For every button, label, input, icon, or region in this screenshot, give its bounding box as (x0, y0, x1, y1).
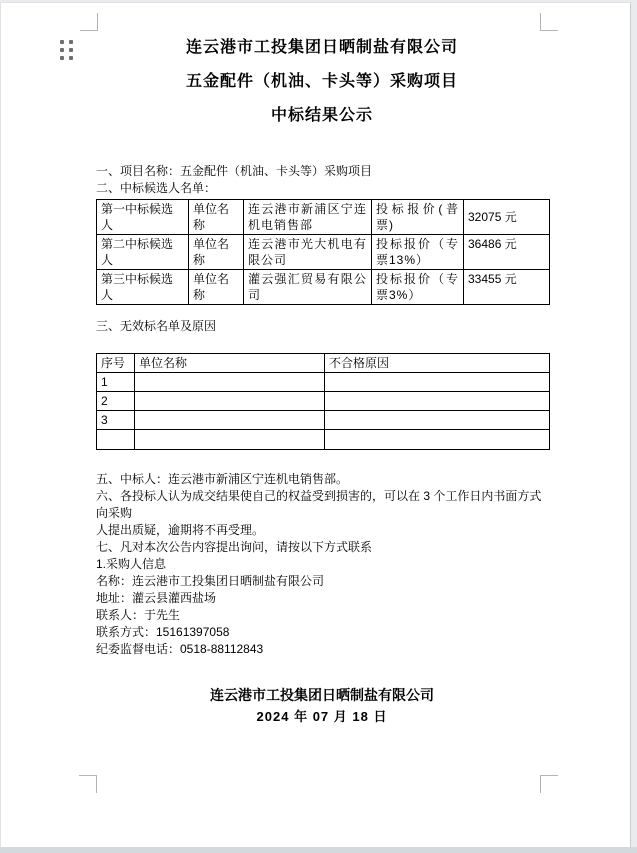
table-row (97, 200, 550, 235)
invalid-reason (325, 411, 550, 430)
invalid-reason (325, 373, 550, 392)
buyer-address: 地址：灌云县灌西盐场 (96, 591, 217, 605)
candidate-name-label: 单位名称 (189, 270, 244, 305)
col-header-company: 单位名称 (135, 354, 325, 373)
buyer-contact-person: 联系人：于先生 (96, 608, 181, 622)
section-objection-line1: 六、各投标人认为成交结果使自己的权益受到损害的，可以在 3 个工作日内书面方式向采购 (96, 489, 542, 520)
candidate-rank: 第二中标候选人 (97, 235, 189, 270)
footer-company-signature: 连云港市工投集团日晒制盐有限公司 (210, 687, 434, 703)
table-row (97, 373, 550, 392)
doc-title-announcement: 中标结果公示 (270, 107, 373, 124)
table-row (97, 411, 550, 430)
candidate-price-label: 投标报价（专票3%） (372, 270, 464, 305)
candidates-table (96, 199, 550, 305)
table-row (97, 235, 550, 270)
drag-handle-icon[interactable] (60, 40, 73, 60)
col-header-no: 序号 (97, 354, 135, 373)
invalid-company (135, 392, 325, 411)
candidate-company: 灌云强汇贸易有限公司 (244, 270, 372, 305)
section-candidates-heading: 二、中标候选人名单： (96, 181, 217, 195)
candidate-price: 36486 元 (464, 235, 550, 270)
invalid-no: 1 (97, 373, 135, 392)
candidate-company: 连云港市光大机电有限公司 (244, 235, 372, 270)
table-row (97, 392, 550, 411)
candidate-price-label: 投标报价（专票13%） (372, 235, 464, 270)
buyer-info-heading: 1.采购人信息 (96, 557, 167, 571)
crop-mark-bottom-right-icon (540, 775, 558, 793)
invalid-company (135, 373, 325, 392)
table-header-row (97, 354, 550, 373)
crop-mark-top-left-icon (80, 13, 98, 31)
document-content (96, 31, 548, 728)
section-winner: 五、中标人：连云港市新浦区宁连机电销售部。 (96, 472, 349, 486)
footer-date: 2024 年 07 月 18 日 (256, 709, 388, 724)
invalid-reason (325, 392, 550, 411)
buyer-name: 名称：连云港市工投集团日晒制盐有限公司 (96, 574, 325, 588)
candidate-price: 32075 元 (464, 200, 550, 235)
window-edge (0, 847, 637, 853)
candidate-price-label: 投标报价(普票) (372, 200, 464, 235)
section-inquiry: 七、凡对本次公告内容提出询问，请按以下方式联系 (96, 540, 373, 554)
buyer-phone: 联系方式：15161397058 (96, 625, 230, 639)
section-invalid-heading: 三、无效标名单及原因 (96, 319, 217, 333)
table-row (97, 270, 550, 305)
invalid-no: 3 (97, 411, 135, 430)
doc-title-project: 五金配件（机油、卡头等）采购项目 (185, 73, 458, 90)
candidate-price: 33455 元 (464, 270, 550, 305)
section-objection-line2: 人提出质疑，逾期将不再受理。 (96, 523, 265, 537)
candidate-name-label: 单位名称 (189, 200, 244, 235)
col-header-reason: 不合格原因 (325, 354, 550, 373)
crop-mark-top-right-icon (540, 13, 558, 31)
table-row (97, 430, 550, 450)
candidate-company: 连云港市新浦区宁连机电销售部 (244, 200, 372, 235)
invalid-company (135, 411, 325, 430)
candidate-name-label: 单位名称 (189, 235, 244, 270)
invalid-reason (325, 430, 550, 450)
invalid-no: 2 (97, 392, 135, 411)
crop-mark-bottom-left-icon (79, 775, 97, 793)
invalid-bids-table (96, 353, 550, 450)
document-page (0, 2, 631, 847)
invalid-no (97, 430, 135, 450)
candidate-rank: 第一中标候选人 (97, 200, 189, 235)
supervision-phone: 纪委监督电话：0518-88112843 (96, 642, 264, 656)
doc-title-company: 连云港市工投集团日晒制盐有限公司 (185, 39, 458, 56)
section-project-name: 一、项目名称：五金配件（机油、卡头等）采购项目 (96, 164, 373, 178)
invalid-company (135, 430, 325, 450)
candidate-rank: 第三中标候选人 (97, 270, 189, 305)
